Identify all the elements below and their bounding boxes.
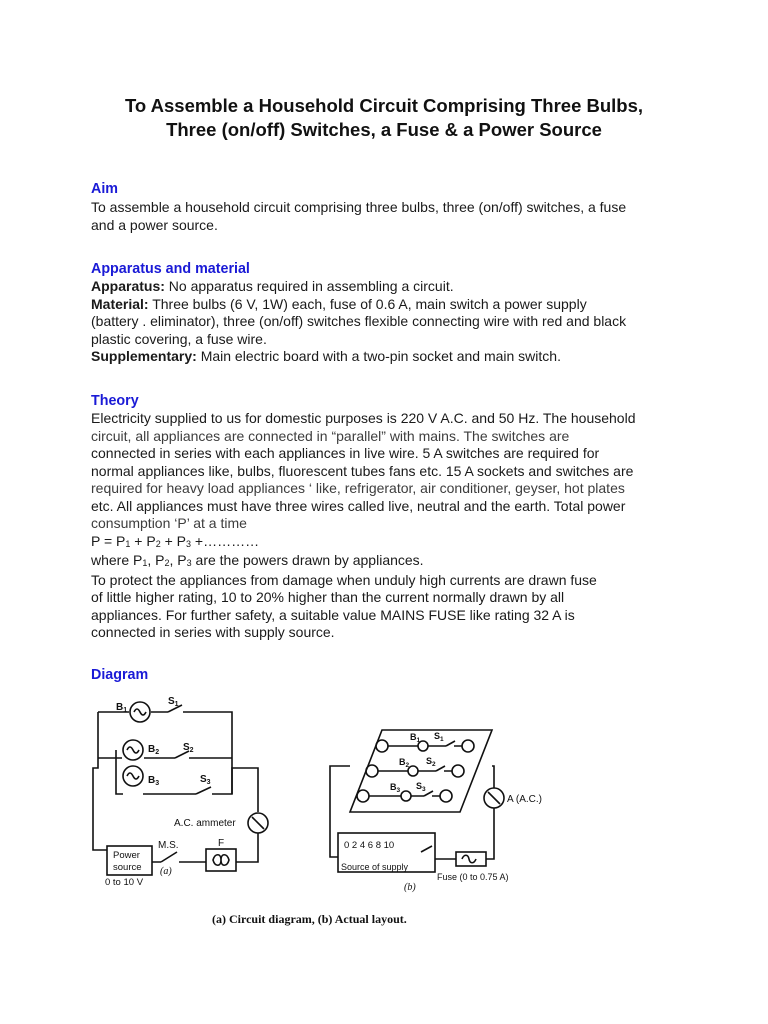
label-range: 0 to 10 V [105, 877, 144, 888]
label-s2-a: $S_2$ [183, 742, 194, 754]
label-s1-a: $S_1$ [168, 696, 179, 708]
label-f: F [218, 838, 225, 849]
aim-text [91, 199, 691, 234]
theory-line-4: normal appliances like, bulbs, fluorescent tubes fans etc. 15 A sockets and switches are [91, 462, 634, 479]
page-title [60, 94, 708, 142]
material-line-1: Three bulbs (6 V, 1W) each, fuse of 0.6 A, main switch a power supply [148, 295, 587, 312]
eq-sub-1: 1 [125, 538, 131, 549]
theory-line-13: connected in series with supply source. [91, 624, 335, 640]
bulb-b3-filament [127, 773, 139, 779]
fuse-b-box [456, 852, 486, 866]
power-equation [91, 533, 259, 549]
terminal-r2-left [366, 765, 378, 777]
theory-line-7: consumption ‘P’ at a time [91, 515, 247, 531]
where-sub-2: 2 [164, 558, 170, 568]
label-fuse-range: Fuse (0 to 0.75 A) [437, 872, 509, 882]
diagram-heading: Diagram [91, 667, 149, 683]
theory-line-12: appliances. For further safety, a suitable value MAINS FUSE like rating 32 A is [91, 606, 575, 623]
where-sub-1: 1 [142, 558, 148, 568]
terminal-r3-right [440, 790, 452, 802]
where-d: are the powers drawn by appliances. [191, 552, 424, 568]
where-b: , P [147, 552, 165, 568]
label-b: (b) [404, 882, 416, 893]
wire-to-ammeter [232, 768, 258, 812]
title-line-2: Three (on/off) Switches, a Fuse & a Power Source [166, 119, 602, 140]
label-a: (a) [160, 866, 172, 877]
supplementary-value: Main electric board with a two-pin socket and main switch. [196, 348, 561, 364]
material-line-2: (battery . eliminator), three (on/off) switches flexible connecting wire with red and black [91, 313, 627, 329]
eq-tail: +………… [191, 532, 260, 549]
theory-text [91, 410, 691, 642]
bulb-b1-filament [134, 709, 146, 715]
theory-line-10: To protect the appliances from damage when unduly high currents are drawn fuse [91, 571, 597, 588]
label-source-of-supply: Source of supply [341, 862, 409, 872]
label-power: Power [113, 850, 140, 861]
theory-heading: Theory [91, 393, 139, 409]
label-b2-b: $B_2$ [399, 757, 410, 769]
label-s3-a: $S_3$ [200, 774, 211, 786]
theory-line-5: required for heavy load appliances ‘ like, refrigerator, air conditioner, geyser, hot plates [91, 480, 625, 496]
wire-layout-to-ammeter [492, 766, 494, 788]
bulb-b2-filament [127, 747, 139, 753]
aim-heading: Aim [91, 181, 119, 197]
switch-s3-icon [196, 787, 211, 794]
label-source: source [113, 862, 142, 873]
label-b3-a: $B_3$ [148, 775, 160, 787]
label-dial: 0 2 4 6 8 10 [344, 840, 395, 851]
apparatus-heading: Apparatus and material [91, 261, 250, 277]
where-a: where P [91, 552, 143, 568]
label-b1-a: $B_1$ [116, 702, 128, 714]
label-b3-b: $B_3$ [390, 782, 401, 794]
label-ms: M.S. [158, 840, 179, 851]
label-s1-b: $S_1$ [434, 731, 444, 743]
main-switch-icon [161, 852, 177, 862]
wire-branch-1 [98, 712, 232, 758]
aim-line-2: and a power source. [91, 216, 218, 233]
label-ammeter-ac: A (A.C.) [507, 794, 543, 805]
label-ac-ammeter: A.C. ammeter [174, 818, 236, 829]
ammeter-a-needle [252, 817, 264, 829]
circuit-diagram-figure [0, 690, 768, 940]
title-line-1: To Assemble a Household Circuit Comprising Three Bulbs, [124, 95, 644, 116]
label-s2-b: $S_2$ [426, 756, 436, 768]
figure-caption: (a) Circuit diagram, (b) Actual layout. [212, 912, 407, 926]
switch-s1-layout-icon [446, 741, 455, 746]
aim-line-1: To assemble a household circuit comprising three bulbs, three (on/off) switches, a fuse [91, 199, 627, 215]
eq-p: P = P [91, 532, 126, 549]
apparatus-text [91, 278, 691, 366]
bulb-b3-layout-icon [401, 791, 411, 801]
where-line [91, 552, 424, 568]
theory-line-2: circuit, all appliances are connected in “parallel” with mains. The switches are [91, 427, 570, 444]
terminal-r1-left [376, 740, 388, 752]
material-line-3: plastic covering, a fuse wire. [91, 330, 267, 347]
where-sub-3: 3 [186, 558, 192, 568]
fuse-b-icon [462, 855, 476, 863]
terminal-r3-left [357, 790, 369, 802]
wire-right [236, 833, 258, 862]
theory-line-6: etc. All appliances must have three wires called live, neutral and the earth. Total power [91, 497, 626, 514]
apparatus-label: Apparatus: [91, 278, 165, 294]
bulb-b2-layout-icon [408, 766, 418, 776]
label-s3-b: $S_3$ [416, 781, 426, 793]
terminal-r1-right [462, 740, 474, 752]
material-label: Material: [91, 295, 149, 312]
wire-layout-right [486, 808, 494, 859]
label-b2-a: $B_2$ [148, 744, 160, 756]
ammeter-b-needle [488, 792, 500, 804]
where-c: , P [169, 552, 187, 568]
fuse-f-icon [213, 855, 229, 866]
wire-branch-2 [98, 750, 232, 758]
apparatus-value: No apparatus required in assembling a circuit. [164, 278, 454, 294]
label-b1-b: $B_1$ [410, 732, 421, 744]
theory-line-11: of little higher rating, 10 to 20% higher than the current normally drawn by all [91, 589, 565, 605]
switch-s2-layout-icon [436, 766, 445, 771]
theory-line-1: Electricity supplied to us for domestic purposes is 220 V A.C. and 50 Hz. The household [91, 410, 636, 426]
eq-sub-3: 3 [186, 538, 192, 549]
supplementary-label: Supplementary: [91, 348, 197, 364]
theory-line-3: connected in series with each appliances in live wire. 5 A switches are required for [91, 445, 600, 461]
wire-left [93, 758, 107, 850]
eq-sub-2: 2 [155, 538, 161, 549]
eq-plus-1: + P [130, 532, 156, 549]
terminal-r2-right [452, 765, 464, 777]
circuit-diagram-a-labels [105, 696, 236, 888]
eq-plus-2: + P [160, 532, 187, 549]
source-switch-icon [421, 846, 432, 852]
